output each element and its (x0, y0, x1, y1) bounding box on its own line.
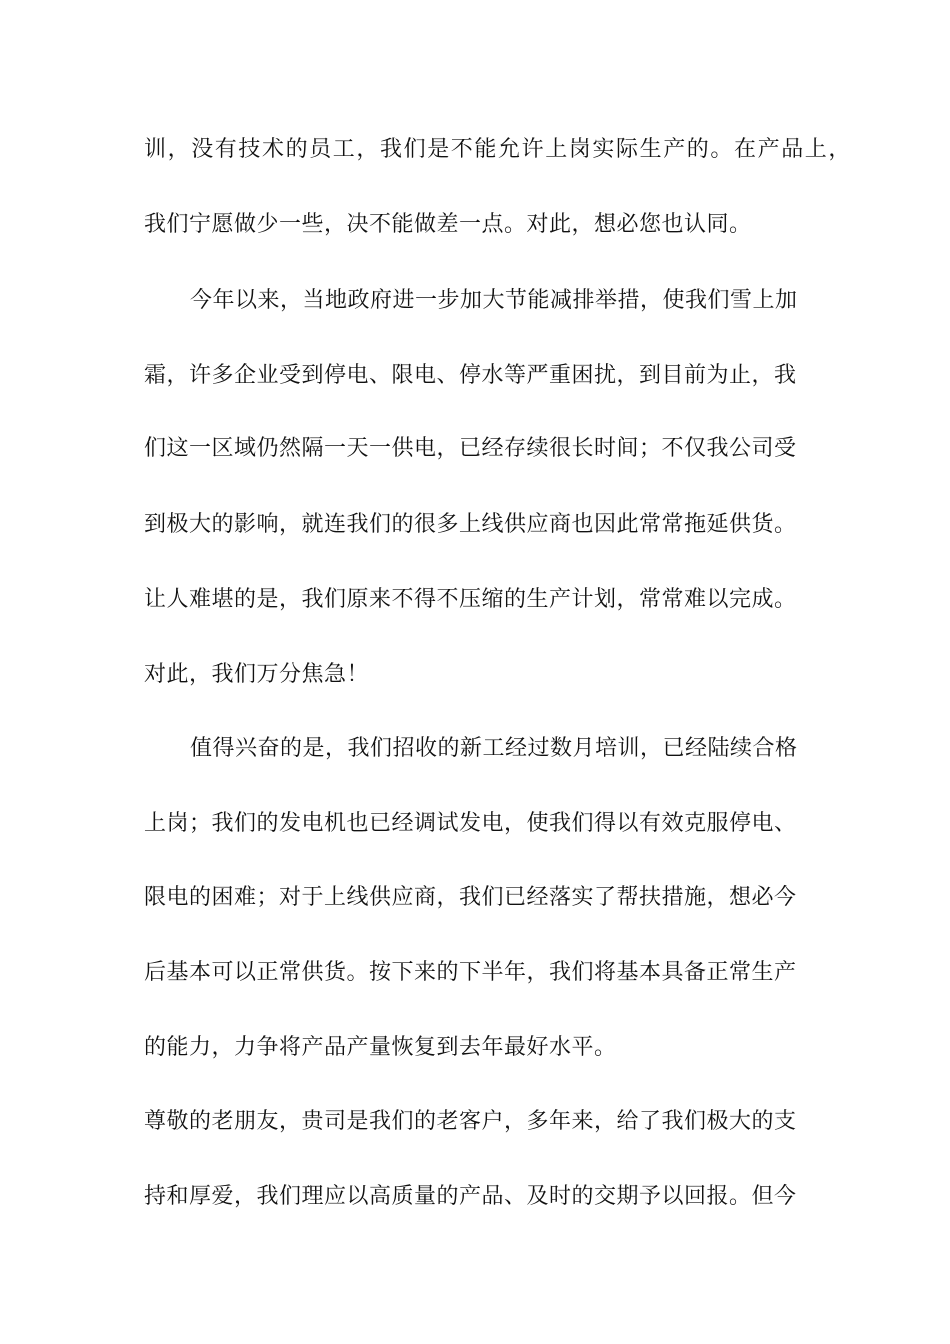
paragraph-start-line: 尊敬的老朋友，贵司是我们的老客户，多年来，给了我们极大的支 (144, 1109, 797, 1134)
text-line: 们这一区域仍然隔一天一供电，已经存续很长时间；不仅我公司受 (144, 436, 797, 461)
text-line: 让人难堪的是，我们原来不得不压缩的生产计划，常常难以完成。 (144, 587, 797, 612)
text-line: 对此，我们万分焦急！ (144, 662, 370, 687)
text-line: 霜，许多企业受到停电、限电、停水等严重困扰，到目前为止，我 (144, 363, 797, 388)
text-line: 持和厚爱，我们理应以高质量的产品、及时的交期予以回报。但今 (144, 1184, 797, 1209)
text-line: 后基本可以正常供货。按下来的下半年，我们将基本具备正常生产 (144, 960, 797, 985)
text-line: 我们宁愿做少一些，决不能做差一点。对此，想必您也认同。 (144, 212, 752, 237)
text-line: 训，没有技术的员工，我们是不能允许上岗实际生产的。在产品上， (144, 137, 853, 162)
text-line: 限电的困难；对于上线供应商，我们已经落实了帮扶措施，想必今 (144, 885, 797, 910)
text-line: 的能力，力争将产品产量恢复到去年最好水平。 (144, 1035, 617, 1060)
paragraph-start-line: 值得兴奋的是，我们招收的新工经过数月培训，已经陆续合格 (190, 736, 798, 761)
text-line: 到极大的影响，就连我们的很多上线供应商也因此常常拖延供货。 (144, 512, 797, 537)
paragraph-start-line: 今年以来，当地政府进一步加大节能减排举措，使我们雪上加 (190, 288, 798, 313)
text-line: 上岗；我们的发电机也已经调试发电，使我们得以有效克服停电、 (144, 811, 797, 836)
